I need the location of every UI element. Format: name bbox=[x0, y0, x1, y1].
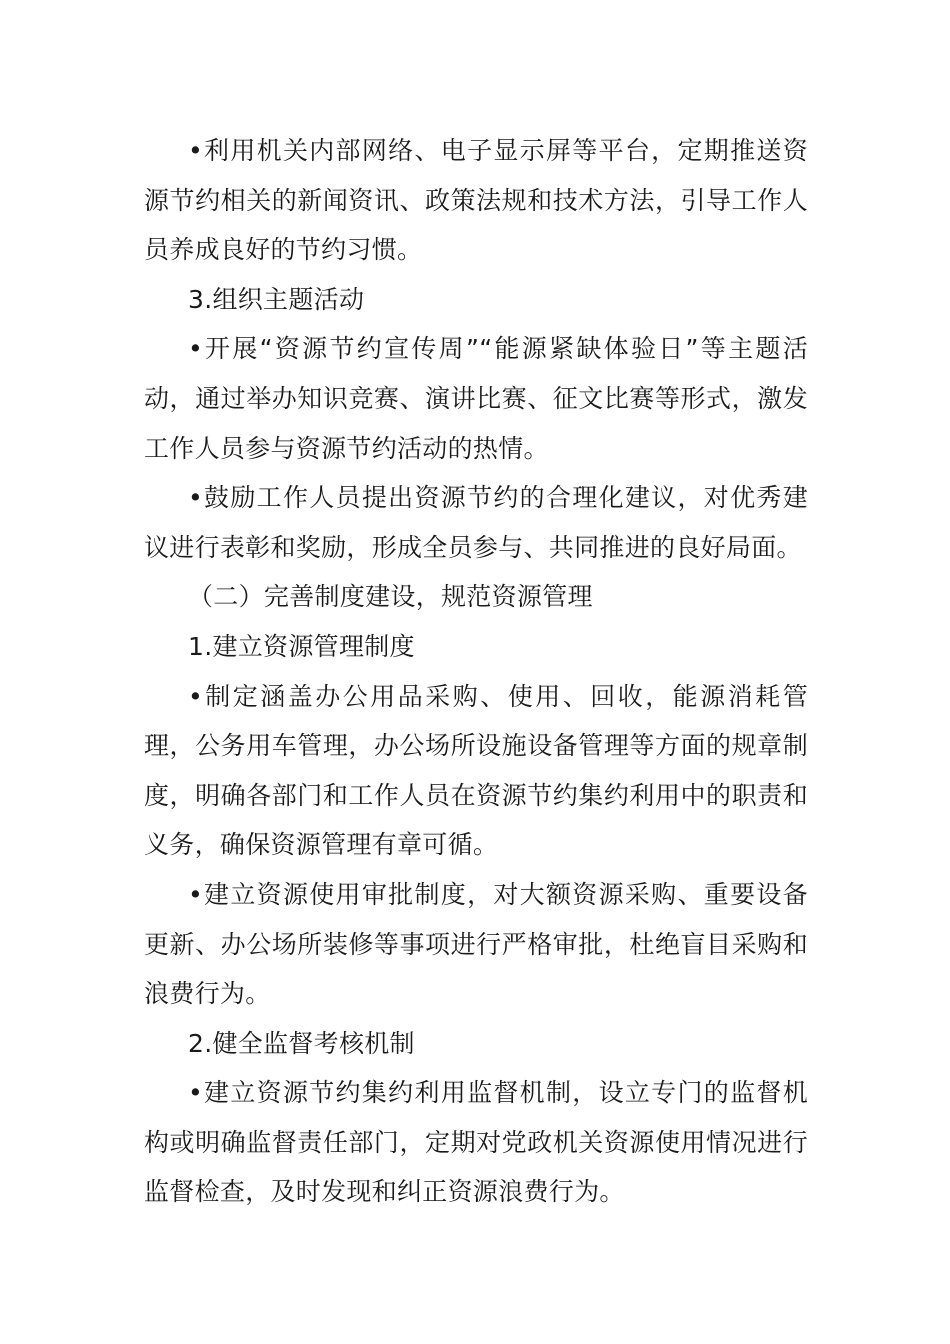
subheading-theme-activities: 3.组织主题活动 bbox=[188, 284, 365, 314]
paragraph-bullet-theme-events: •开展“资源节约宣传周”“能源紧缺体验日”等主题活动，通过举办知识竞赛、演讲比赛、征文比赛等形式，激发工作人员参与资源节约活动的热情。 bbox=[144, 334, 808, 463]
paragraph-bullet-approval: •建立资源使用审批制度，对大额资源采购、重要设备更新、办公场所装修等事项进行严格审批，杜绝盲目采购和浪费行为。 bbox=[144, 879, 808, 1009]
subheading-management-system: 1.建立资源管理制度 bbox=[188, 631, 415, 661]
paragraph-bullet-supervision-mechanism: •建立资源节约集约利用监督机制，设立专门的监督机构或明确监督责任部门，定期对党政机关资源使用情况进行监督检查，及时发现和纠正资源浪费行为。 bbox=[144, 1078, 808, 1207]
paragraph-bullet-suggestions: •鼓励工作人员提出资源节约的合理化建议，对优秀建议进行表彰和奖励，形成全员参与、共同推进的良好局面。 bbox=[144, 483, 808, 562]
document-body bbox=[144, 126, 808, 1217]
subheading-supervision: 2.健全监督考核机制 bbox=[188, 1028, 415, 1058]
paragraph-bullet-platform-push: •利用机关内部网络、电子显示屏等平台，定期推送资源节约相关的新闻资讯、政策法规和技术方法，引导工作人员养成良好的节约习惯。 bbox=[144, 136, 808, 265]
section-heading-system-building: （二）完善制度建设，规范资源管理 bbox=[188, 582, 593, 612]
paragraph-bullet-regulations: •制定涵盖办公用品采购、使用、回收，能源消耗管理，公务用车管理，办公场所设施设备管理等方面的规章制度，明确各部门和工作人员在资源节约集约利用中的职责和义务，确保资源管理有章可循。 bbox=[144, 681, 808, 860]
